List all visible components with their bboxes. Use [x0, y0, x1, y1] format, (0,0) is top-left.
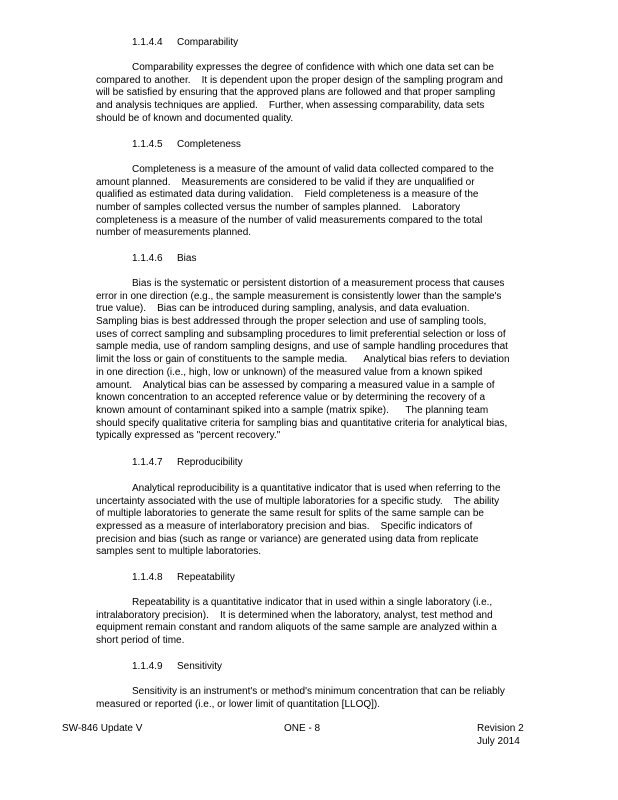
text-line: will be satisfied by ensuring that the approved plans are followed and that proper sampling: [96, 87, 496, 99]
footer-revision: Revision 2: [477, 723, 524, 734]
text-line: equipment remain constant and random aliquots of the same sample are analyzed within a: [96, 622, 497, 634]
text-line: amount planned. Measurements are considered to be valid if they are unqualified or: [96, 176, 475, 188]
text-line: measured or reported (i.e., or lower limit of quantitation [LLOQ]).: [96, 698, 381, 710]
text-line: should specify qualitative criteria for sampling bias and quantitative criteria for analytical bias,: [96, 417, 508, 429]
text-line: of multiple laboratories to generate the same result for splits of the same sample can be: [96, 508, 484, 520]
section-number: 1.1.4.7: [132, 457, 163, 468]
text-line: expressed as a measure of interlaboratory precision and bias. Specific indicators of: [96, 521, 473, 533]
section-title: Sensitivity: [177, 661, 223, 672]
text-line: true value). Bias can be introduced during sampling, analysis, and data evaluation.: [96, 303, 470, 315]
section-heading-reproducibility: [132, 457, 243, 469]
text-line: amount. Analytical bias can be assessed by comparing a measured value in a sample of: [96, 379, 495, 391]
text-line: uses of correct sampling and subsampling procedures to limit preferential selection or loss of: [96, 328, 506, 340]
section-heading-completeness: [132, 139, 241, 151]
section-heading-comparability: [132, 37, 238, 49]
section-body-repeatability: [96, 597, 544, 648]
section-body-completeness: [96, 164, 544, 240]
section-number: 1.1.4.5: [132, 139, 163, 150]
section-title: Reproducibility: [177, 457, 243, 468]
text-line: number of measurements planned.: [96, 227, 252, 239]
text-line: completeness is a measure of the number of valid measurements compared to the total: [96, 214, 483, 226]
section-title: Completeness: [177, 139, 241, 150]
text-line: compared to another. It is dependent upon the proper design of the sampling program and: [96, 74, 503, 86]
text-line: limit the loss or gain of constituents to the sample media. Analytical bias refers to deviation: [96, 354, 510, 366]
text-line: Repeatability is a quantitative indicator that in used within a single laboratory (i.e.,: [132, 597, 493, 608]
section-number: 1.1.4.9: [132, 661, 163, 672]
text-line: in one direction (i.e., high, low or unknown) of the measured value from a known spiked: [96, 366, 483, 378]
section-title: Comparability: [177, 37, 239, 48]
text-line: and analysis techniques are applied. Further, when assessing comparability, data sets: [96, 100, 485, 112]
text-line: known concentration to an accepted reference value or by determining the recovery of a: [96, 392, 486, 404]
section-title: Repeatability: [177, 572, 235, 583]
section-heading-bias: [132, 253, 196, 265]
text-line: should be of known and documented quality.: [96, 112, 294, 124]
text-line: Completeness is a measure of the amount of valid data collected compared to the: [132, 164, 494, 175]
text-line: error in one direction (e.g., the sample measurement is consistently lower than the sample's: [96, 290, 502, 302]
text-line: known amount of contaminant spiked into a sample (matrix spike). The planning team: [96, 404, 489, 416]
footer-date: July 2014: [477, 736, 520, 747]
section-title: Bias: [177, 253, 197, 264]
section-body-comparability: [96, 62, 544, 125]
text-line: typically expressed as "percent recovery.": [96, 430, 281, 442]
text-line: number of samples collected versus the number of samples planned. Laboratory: [96, 202, 461, 214]
footer-document-id: SW-846 Update V: [62, 723, 143, 734]
text-line: Sensitivity is an instrument's or method's minimum concentration that can be reliably: [132, 686, 505, 697]
text-line: Sampling bias is best addressed through the proper selection and use of sampling tools,: [96, 316, 487, 328]
text-line: uncertainty associated with the use of multiple laboratories for a specific study. The ability: [96, 495, 500, 507]
text-line: qualified as estimated data during validation. Field completeness is a measure of the: [96, 189, 479, 201]
section-number: 1.1.4.8: [132, 572, 163, 583]
section-number: 1.1.4.4: [132, 37, 163, 48]
section-heading-sensitivity: [132, 661, 222, 673]
text-line: samples sent to multiple laboratories.: [96, 546, 262, 558]
text-line: intralaboratory precision). It is determined when the laboratory, analyst, test method and: [96, 609, 493, 621]
text-line: Bias is the systematic or persistent distortion of a measurement process that causes: [132, 278, 505, 289]
section-body-bias: [96, 278, 544, 443]
text-line: precision and bias (such as range or variance) are generated using data from replicate: [96, 533, 479, 545]
section-body-sensitivity: [96, 686, 544, 711]
footer-page-number: ONE - 8: [284, 723, 321, 734]
text-line: Analytical reproducibility is a quantitative indicator that is used when referring to the: [132, 483, 501, 494]
text-line: Comparability expresses the degree of confidence with which one data set can be: [132, 62, 494, 73]
text-line: short period of time.: [96, 635, 185, 647]
section-number: 1.1.4.6: [132, 253, 163, 264]
section-heading-repeatability: [132, 572, 235, 584]
text-line: sample media, use of random sampling designs, and use of sample handling procedures that: [96, 341, 508, 353]
section-body-reproducibility: [96, 483, 544, 559]
